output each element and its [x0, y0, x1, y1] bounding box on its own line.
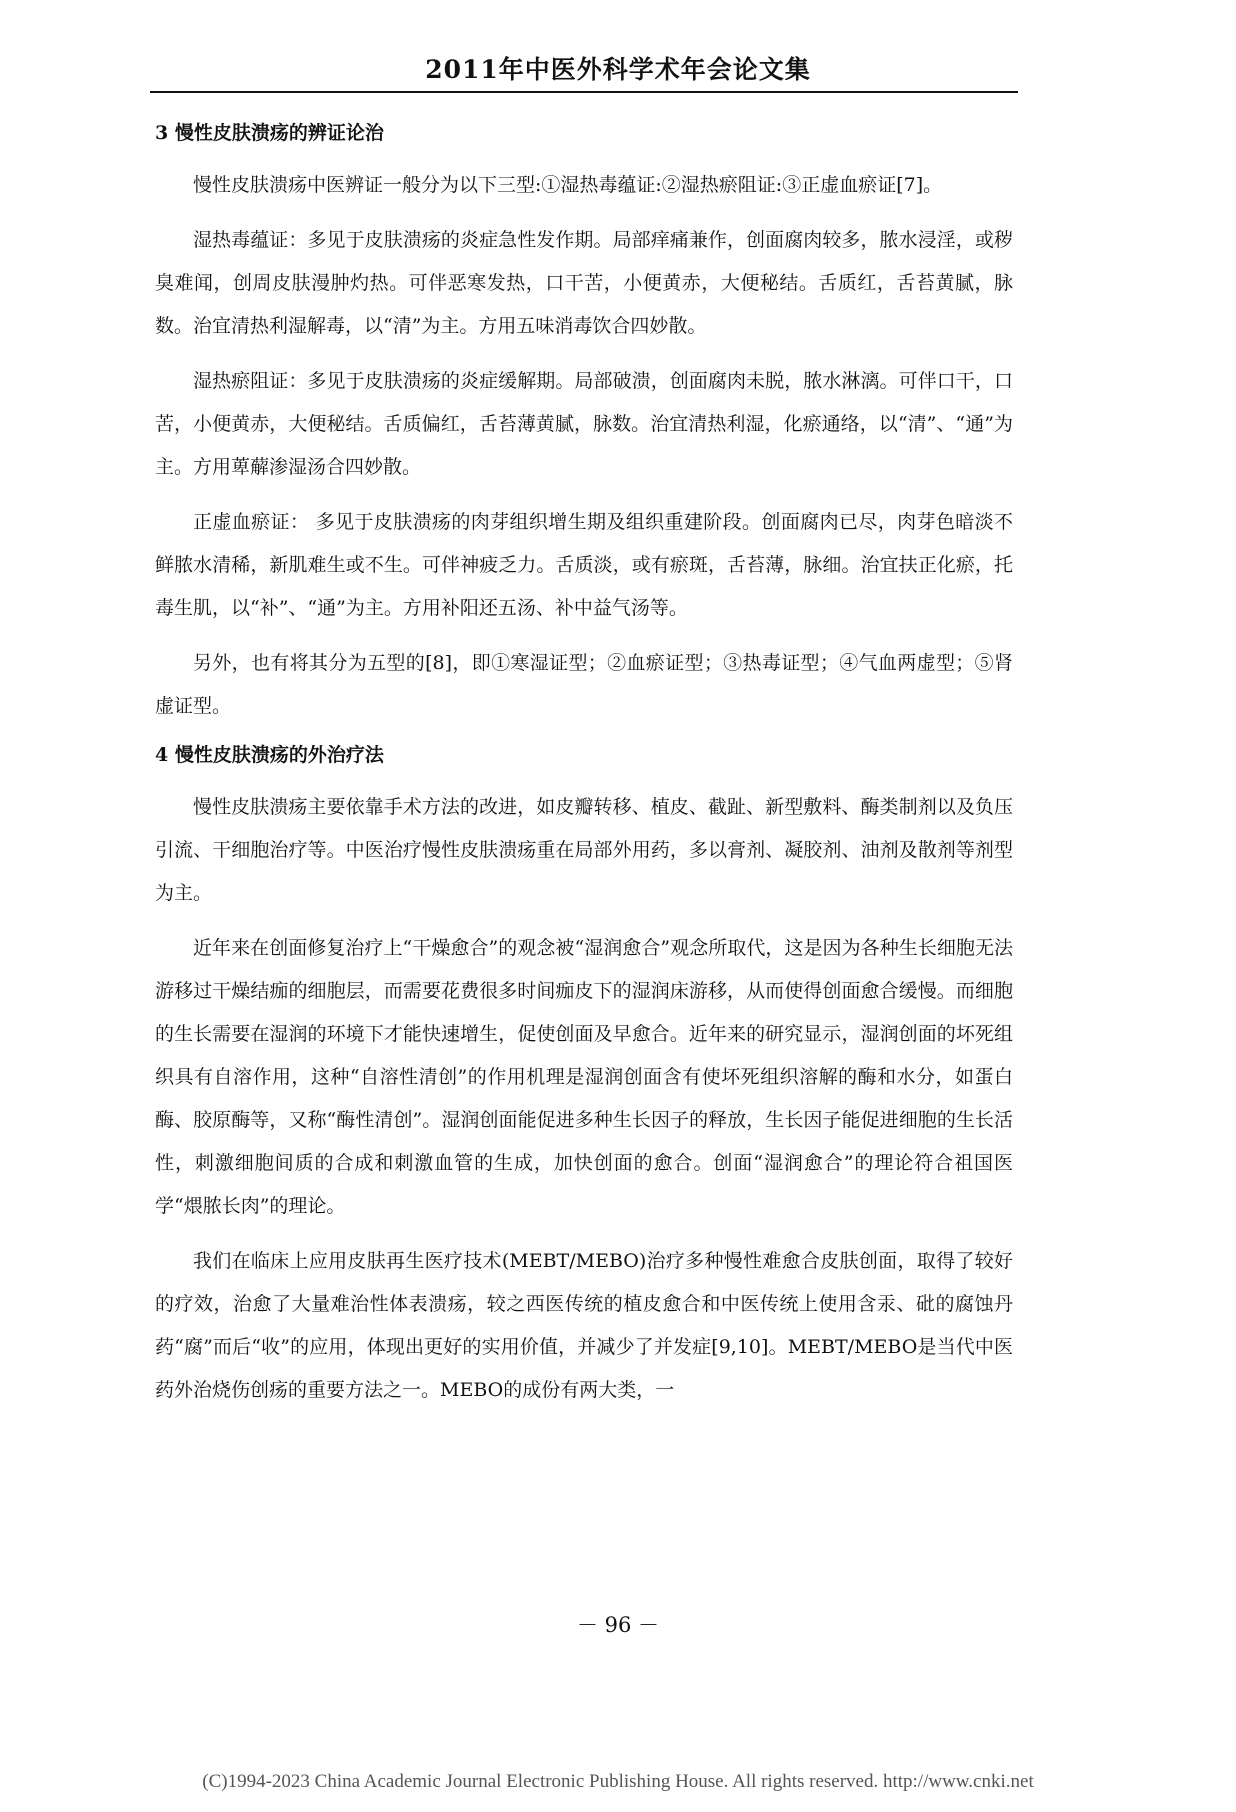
page-number: － 96 － [576, 1613, 660, 1637]
paragraph: 湿热瘀阻证：多见于皮肤溃疡的炎症缓解期。局部破溃，创面腐肉未脱，脓水淋漓。可伴口干，口苦，小便黄赤，大便秘结。舌质偏红，舌苔薄黄腻，脉数。治宜清热利湿，化瘀通络，以“清”、“通”为主。方用萆薢渗湿汤合四妙散。 [155, 370, 1013, 478]
page-body [155, 118, 1013, 1424]
header-divider [150, 91, 1018, 93]
paragraph: 湿热毒蕴证：多见于皮肤溃疡的炎症急性发作期。局部痒痛兼作，创面腐肉较多，脓水浸淫，或秽臭难闻，创周皮肤漫肿灼热。可伴恶寒发热，口干苦，小便黄赤，大便秘结。舌质红，舌苔黄腻，脉数。治宜清热利湿解毒，以“清”为主。方用五味消毒饮合四妙散。 [155, 229, 1013, 337]
paragraph: 慢性皮肤溃疡主要依靠手术方法的改进，如皮瓣转移、植皮、截趾、新型敷料、酶类制剂以及负压引流、干细胞治疗等。中医治疗慢性皮肤溃疡重在局部外用药，多以膏剂、凝胶剂、油剂及散剂等剂型为主。 [155, 796, 1013, 904]
section-heading: 3 慢性皮肤溃疡的辨证论治 [155, 122, 384, 144]
section-heading: 4 慢性皮肤溃疡的外治疗法 [155, 744, 384, 766]
paragraph: 近年来在创面修复治疗上“干燥愈合”的观念被“湿润愈合”观念所取代，这是因为各种生长细胞无法游移过干燥结痂的细胞层，而需要花费很多时间痂皮下的湿润床游移，从而使得创面愈合缓慢。而细胞的生长需要在湿润的环境下才能快速增生，促使创面及早愈合。近年来的研究显示，湿润创面的坏死组织具有自溶作用，这种“自溶性清创”的作用机理是湿润创面含有使坏死组织溶解的酶和水分，如蛋白酶、胶原酶等，又称“酶性清创”。湿润创面能促进多种生长因子的释放，生长因子能促进细胞的生长活性，刺激细胞间质的合成和刺激血管的生成，加快创面的愈合。创面“湿润愈合”的理论符合祖国医学“煨脓长肉”的理论。 [155, 937, 1013, 1217]
paragraph: 慢性皮肤溃疡中医辨证一般分为以下三型:①湿热毒蕴证:②湿热瘀阻证:③正虚血瘀证[7]。 [193, 174, 943, 196]
section-4 [155, 740, 1013, 1412]
copyright-notice: (C)1994-2023 China Academic Journal Electronic Publishing House. All rights reserved. http://www.cnki.net [202, 1771, 1034, 1792]
running-header-title: 2011年中医外科学术年会论文集 [425, 55, 811, 84]
paragraph: 我们在临床上应用皮肤再生医疗技术(MEBT/MEBO)治疗多种慢性难愈合皮肤创面，取得了较好的疗效，治愈了大量难治性体表溃疡，较之西医传统的植皮愈合和中医传统上使用含汞、砒的腐蚀丹药“腐”而后“收”的应用，体现出更好的实用价值，并减少了并发症[9,10]。MEBT/MEBO是当代中医药外治烧伤创疡的重要方法之一。MEBO的成份有两大类，一 [155, 1250, 1013, 1401]
section-3 [155, 118, 1013, 728]
paragraph: 另外，也有将其分为五型的[8]，即①寒湿证型；②血瘀证型；③热毒证型；④气血两虚型；⑤肾虚证型。 [155, 652, 1013, 717]
paragraph: 正虚血瘀证： 多见于皮肤溃疡的肉芽组织增生期及组织重建阶段。创面腐肉已尽，肉芽色暗淡不鲜脓水清稀，新肌难生或不生。可伴神疲乏力。舌质淡，或有瘀斑，舌苔薄，脉细。治宜扶正化瘀，托毒生肌，以“补”、“通”为主。方用补阳还五汤、补中益气汤等。 [155, 511, 1013, 619]
